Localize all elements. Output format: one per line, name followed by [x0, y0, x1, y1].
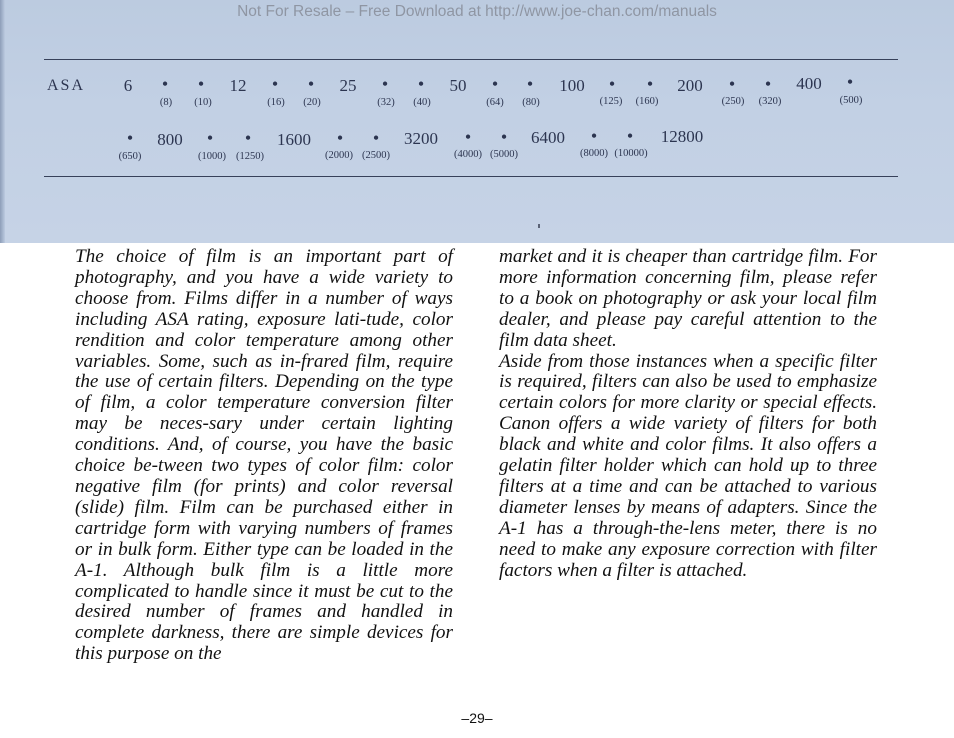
asa-intermediate: (80): [522, 97, 540, 108]
asa-dot: •: [591, 128, 597, 145]
asa-dot: •: [245, 130, 251, 147]
asa-intermediate: (20): [303, 97, 321, 108]
asa-mark: 100: [559, 76, 585, 95]
asa-dot: •: [382, 76, 388, 93]
body-left-column: [75, 247, 453, 665]
asa-dot: •: [609, 76, 615, 93]
asa-intermediate: (1250): [236, 151, 264, 162]
asa-dot: •: [337, 130, 343, 147]
asa-mark: 3200: [404, 129, 438, 148]
asa-intermediate: (125): [599, 96, 623, 107]
asa-intermediate: (40): [413, 97, 431, 108]
asa-mark: 400: [796, 74, 822, 93]
asa-intermediate: (8000): [580, 148, 608, 159]
body-right-column: [499, 247, 877, 582]
asa-dot: •: [501, 129, 507, 146]
asa-dot: •: [847, 74, 853, 91]
scale-bottom-rule: [44, 176, 898, 177]
asa-intermediate: (10): [194, 97, 212, 108]
asa-scale-photo: [0, 0, 954, 243]
asa-intermediate: (250): [721, 96, 745, 107]
photo-speck: [538, 224, 540, 228]
photo-edge-shadow: [0, 0, 5, 243]
asa-intermediate: (16): [267, 97, 285, 108]
asa-mark: 50: [449, 76, 467, 95]
asa-dot: •: [373, 130, 379, 147]
asa-dot: •: [207, 130, 213, 147]
asa-intermediate: (4000): [454, 149, 482, 160]
asa-mark: 800: [157, 130, 183, 149]
asa-intermediate: (5000): [490, 149, 518, 160]
asa-dot: •: [272, 76, 278, 93]
asa-intermediate: (10000): [614, 148, 648, 159]
asa-dot: •: [418, 76, 424, 93]
body-paragraph: The choice of film is an important part of photography, and you have a wide variety to choose from. Films differ in a number of ways including ASA rating, exposure lati-tude, color rendition and color temperature among other variables. Some, such as in-frared film, require the use of certain filters. Depending on the type of film, a color temperature conversion filter may be neces-sary under certain lighting conditions. And, of course, you have the basic choice be-tween two types of color film: color negative film (for prints) and color reversal (slide) film. Film can be purchased either in cartridge form with varying numbers of frames or in bulk form. Either type can be loaded in the A-1. Although bulk film is a little more complicated to handle since it must be cut to the desired number of frames and handled in complete darkness, there are simple devices for this purpose on the: [75, 246, 453, 665]
asa-intermediate: (8): [159, 97, 173, 108]
asa-mark: 6400: [531, 128, 565, 147]
asa-dot: •: [162, 76, 168, 93]
asa-dot: •: [765, 76, 771, 93]
body-paragraph: market and it is cheaper than cartridge film. For more information concerning film, please refer to a book on photography or ask your local film dealer, and please pay careful attention to the film data sheet.: [499, 246, 877, 351]
asa-dot: •: [198, 76, 204, 93]
asa-intermediate: (500): [839, 95, 863, 106]
asa-dot: •: [308, 76, 314, 93]
asa-intermediate: (2000): [325, 150, 353, 161]
asa-intermediate: (64): [486, 97, 504, 108]
asa-intermediate: (650): [118, 151, 142, 162]
asa-dot: •: [627, 128, 633, 145]
asa-mark: 12: [229, 76, 247, 95]
asa-dot: •: [127, 130, 133, 147]
asa-intermediate: (1000): [198, 151, 226, 162]
asa-dot: •: [729, 76, 735, 93]
asa-mark: 200: [677, 76, 703, 95]
asa-intermediate: (2500): [362, 150, 390, 161]
asa-mark: 1600: [277, 130, 311, 149]
asa-mark: 12800: [660, 127, 704, 146]
scale-top-rule: [44, 59, 898, 60]
asa-dot: •: [492, 76, 498, 93]
asa-dot: •: [647, 76, 653, 93]
asa-mark: 25: [339, 76, 357, 95]
asa-dot: •: [527, 76, 533, 93]
page-number: –29–: [461, 710, 493, 726]
asa-intermediate: (160): [635, 96, 659, 107]
asa-mark: 6: [123, 76, 133, 95]
body-paragraph: Aside from those instances when a specific filter is required, filters can also be used to emphasize certain colors for more clarity or special effects. Canon offers a wide variety of filters for both black and white and color films. It also offers a gelatin filter holder which can hold up to three filters at a time and can be attached to various diameter lenses by means of adapters. Since the A-1 has a through-the-lens meter, there is no need to make any exposure correction with filter factors when a filter is attached.: [499, 350, 877, 581]
asa-dot: •: [465, 129, 471, 146]
asa-label: ASA: [47, 77, 86, 94]
asa-intermediate: (32): [377, 97, 395, 108]
watermark: Not For Resale – Free Download at http://www.joe-chan.com/manuals: [237, 3, 717, 20]
asa-intermediate: (320): [758, 96, 782, 107]
